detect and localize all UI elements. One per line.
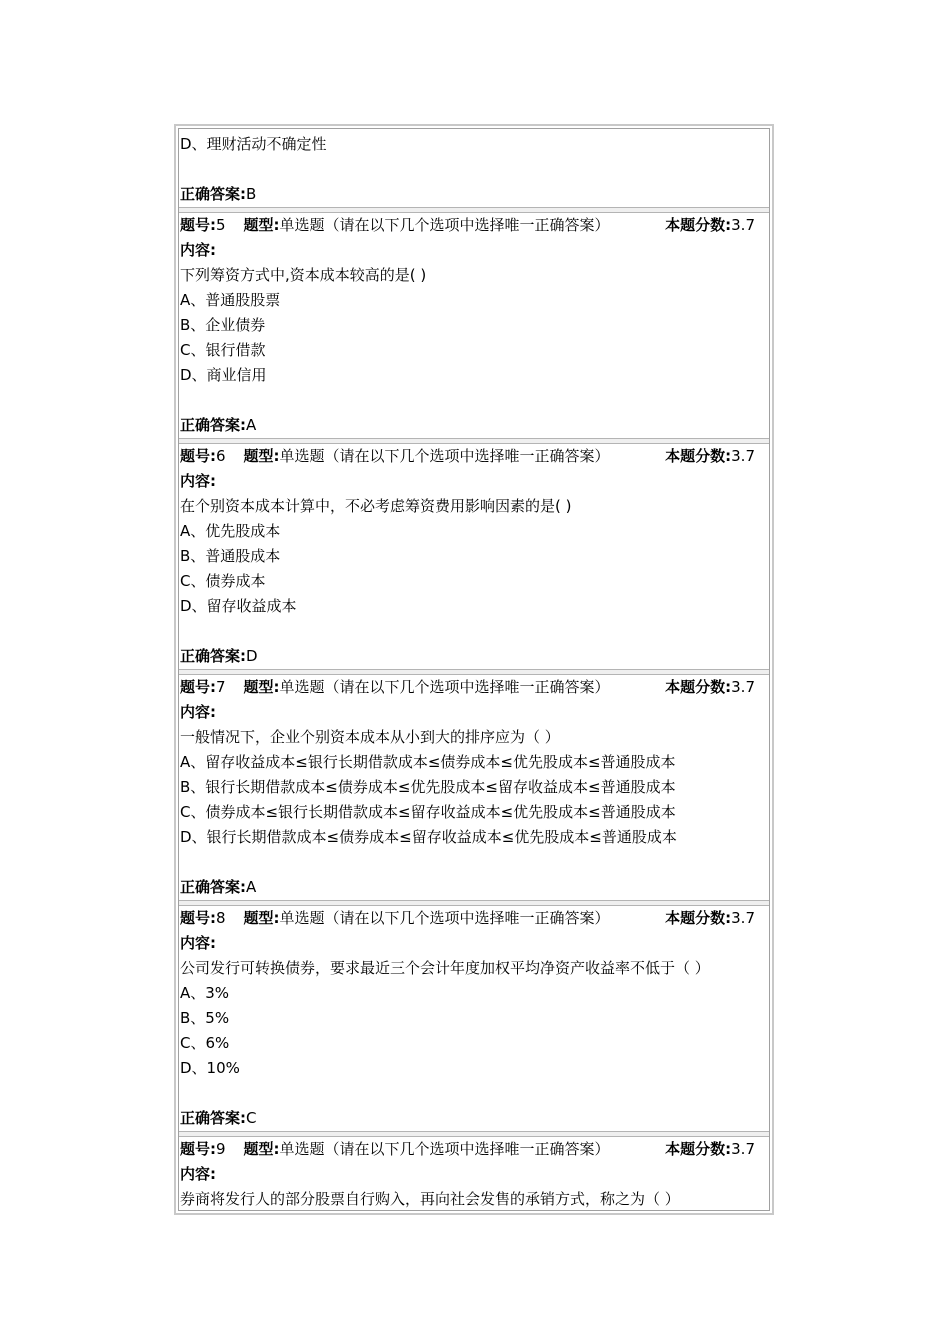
option-b: B、银行长期借款成本≤债券成本≤优先股成本≤留存收益成本≤普通股成本 <box>180 778 676 796</box>
question-stem: 公司发行可转换债券，要求最近三个会计年度加权平均净资产收益率不低于（ ） <box>180 959 710 977</box>
correct-answer-row <box>180 645 258 667</box>
qtype-label: 题型: <box>243 678 280 696</box>
exam-table <box>174 124 774 1215</box>
qtype-label: 题型: <box>243 909 280 927</box>
correct-answer-row <box>180 876 256 898</box>
score-label: 本题分数: <box>665 216 732 234</box>
row-divider <box>179 207 769 213</box>
question-header <box>180 214 610 236</box>
qtype-label: 题型: <box>243 447 280 465</box>
qno-value: 6 <box>216 447 226 465</box>
qno-label: 题号: <box>180 678 216 696</box>
qtype-label: 题型: <box>243 216 280 234</box>
option-b: B、5% <box>180 1009 230 1027</box>
score <box>665 1138 755 1160</box>
option-a: A、3% <box>180 984 230 1002</box>
question-header <box>180 445 610 467</box>
score-value: 3.7 <box>731 216 755 234</box>
question-header <box>180 1138 610 1160</box>
qtype-value: 单选题（请在以下几个选项中选择唯一正确答案） <box>279 678 610 696</box>
score <box>665 907 755 929</box>
qtype-value: 单选题（请在以下几个选项中选择唯一正确答案） <box>279 1140 610 1158</box>
option-c: C、6% <box>180 1034 230 1052</box>
score-value: 3.7 <box>731 447 755 465</box>
score-label: 本题分数: <box>665 909 732 927</box>
content-label: 内容: <box>180 934 216 952</box>
answer-value: D <box>246 647 258 665</box>
qno-label: 题号: <box>180 216 216 234</box>
qno-label: 题号: <box>180 909 216 927</box>
score-label: 本题分数: <box>665 447 732 465</box>
score-value: 3.7 <box>731 678 755 696</box>
answer-label: 正确答案: <box>180 1109 246 1127</box>
qno-value: 7 <box>216 678 226 696</box>
answer-value: A <box>246 878 257 896</box>
qno-value: 8 <box>216 909 226 927</box>
option-a: A、普通股股票 <box>180 291 281 309</box>
qtype-value: 单选题（请在以下几个选项中选择唯一正确答案） <box>279 447 610 465</box>
qno-value: 9 <box>216 1140 226 1158</box>
option-d: D、10% <box>180 1059 240 1077</box>
option-d: D、留存收益成本 <box>180 597 297 615</box>
score-value: 3.7 <box>731 909 755 927</box>
row-divider <box>179 900 769 906</box>
question-header <box>180 907 610 929</box>
row-divider <box>179 669 769 675</box>
option-b: B、企业债券 <box>180 316 266 334</box>
content-label: 内容: <box>180 703 216 721</box>
score <box>665 445 755 467</box>
correct-answer-row <box>180 1107 256 1129</box>
qno-label: 题号: <box>180 1140 216 1158</box>
row-divider <box>179 1131 769 1137</box>
answer-value: B <box>246 185 257 203</box>
score-label: 本题分数: <box>665 1140 732 1158</box>
option-a: A、留存收益成本≤银行长期借款成本≤债券成本≤优先股成本≤普通股成本 <box>180 753 676 771</box>
exam-table-inner <box>178 128 770 1211</box>
content-label: 内容: <box>180 1165 216 1183</box>
option-c: C、债券成本 <box>180 572 266 590</box>
score <box>665 676 755 698</box>
answer-label: 正确答案: <box>180 647 246 665</box>
row-divider <box>179 438 769 444</box>
answer-value: C <box>246 1109 257 1127</box>
qtype-value: 单选题（请在以下几个选项中选择唯一正确答案） <box>279 909 610 927</box>
answer-label: 正确答案: <box>180 185 246 203</box>
answer-label: 正确答案: <box>180 878 246 896</box>
correct-answer-row <box>180 414 256 436</box>
question-stem: 券商将发行人的部分股票自行购入，再向社会发售的承销方式，称之为（ ） <box>180 1190 680 1208</box>
option-d: D、商业信用 <box>180 366 267 384</box>
option-a: A、优先股成本 <box>180 522 281 540</box>
content-label: 内容: <box>180 241 216 259</box>
option-d: D、理财活动不确定性 <box>180 135 327 153</box>
answer-value: A <box>246 416 257 434</box>
question-header <box>180 676 610 698</box>
answer-label: 正确答案: <box>180 416 246 434</box>
qno-label: 题号: <box>180 447 216 465</box>
option-d: D、银行长期借款成本≤债券成本≤留存收益成本≤优先股成本≤普通股成本 <box>180 828 677 846</box>
option-c: C、债券成本≤银行长期借款成本≤留存收益成本≤优先股成本≤普通股成本 <box>180 803 676 821</box>
score <box>665 214 755 236</box>
content-label: 内容: <box>180 472 216 490</box>
option-b: B、普通股成本 <box>180 547 281 565</box>
score-value: 3.7 <box>731 1140 755 1158</box>
correct-answer-row <box>180 183 256 205</box>
question-stem: 在个别资本成本计算中，不必考虑筹资费用影响因素的是( ) <box>180 497 572 515</box>
question-stem: 下列筹资方式中,资本成本较高的是( ) <box>180 266 427 284</box>
qtype-label: 题型: <box>243 1140 280 1158</box>
qno-value: 5 <box>216 216 226 234</box>
score-label: 本题分数: <box>665 678 732 696</box>
option-c: C、银行借款 <box>180 341 266 359</box>
question-stem: 一般情况下，企业个别资本成本从小到大的排序应为（ ） <box>180 728 560 746</box>
qtype-value: 单选题（请在以下几个选项中选择唯一正确答案） <box>279 216 610 234</box>
